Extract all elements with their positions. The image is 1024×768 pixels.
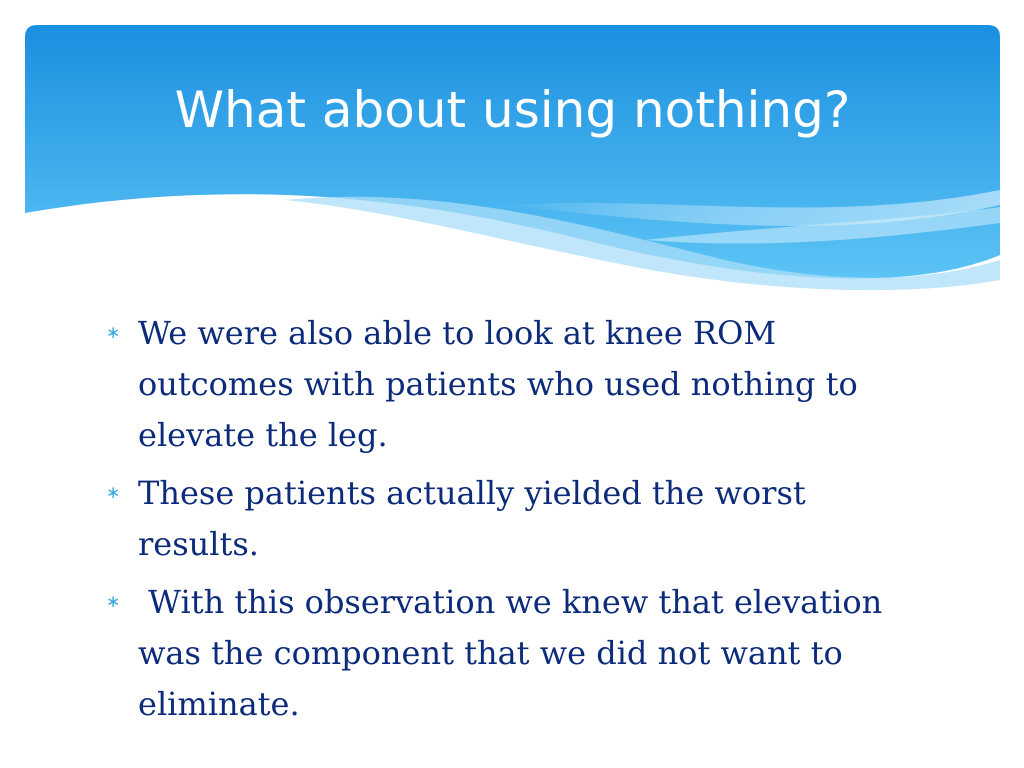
asterisk-icon: ∗ bbox=[106, 592, 121, 612]
asterisk-icon: ∗ bbox=[106, 323, 121, 343]
bullet-item bbox=[106, 577, 936, 730]
bullet-text: We were also able to look at knee ROM outcomes with patients who used nothing to elevate the leg. bbox=[138, 314, 858, 454]
bullet-text: With this observation we knew that elevation was the component that we did not want to eliminate. bbox=[138, 583, 893, 723]
bullet-item bbox=[106, 308, 936, 461]
bullet-text: These patients actually yielded the worst results. bbox=[138, 474, 806, 563]
header-wave-graphic bbox=[25, 25, 1000, 295]
asterisk-icon: ∗ bbox=[106, 483, 121, 503]
bullet-item bbox=[106, 468, 936, 570]
bullet-list bbox=[106, 308, 936, 737]
header-band bbox=[25, 25, 1000, 295]
slide-title: What about using nothing? bbox=[174, 81, 851, 139]
